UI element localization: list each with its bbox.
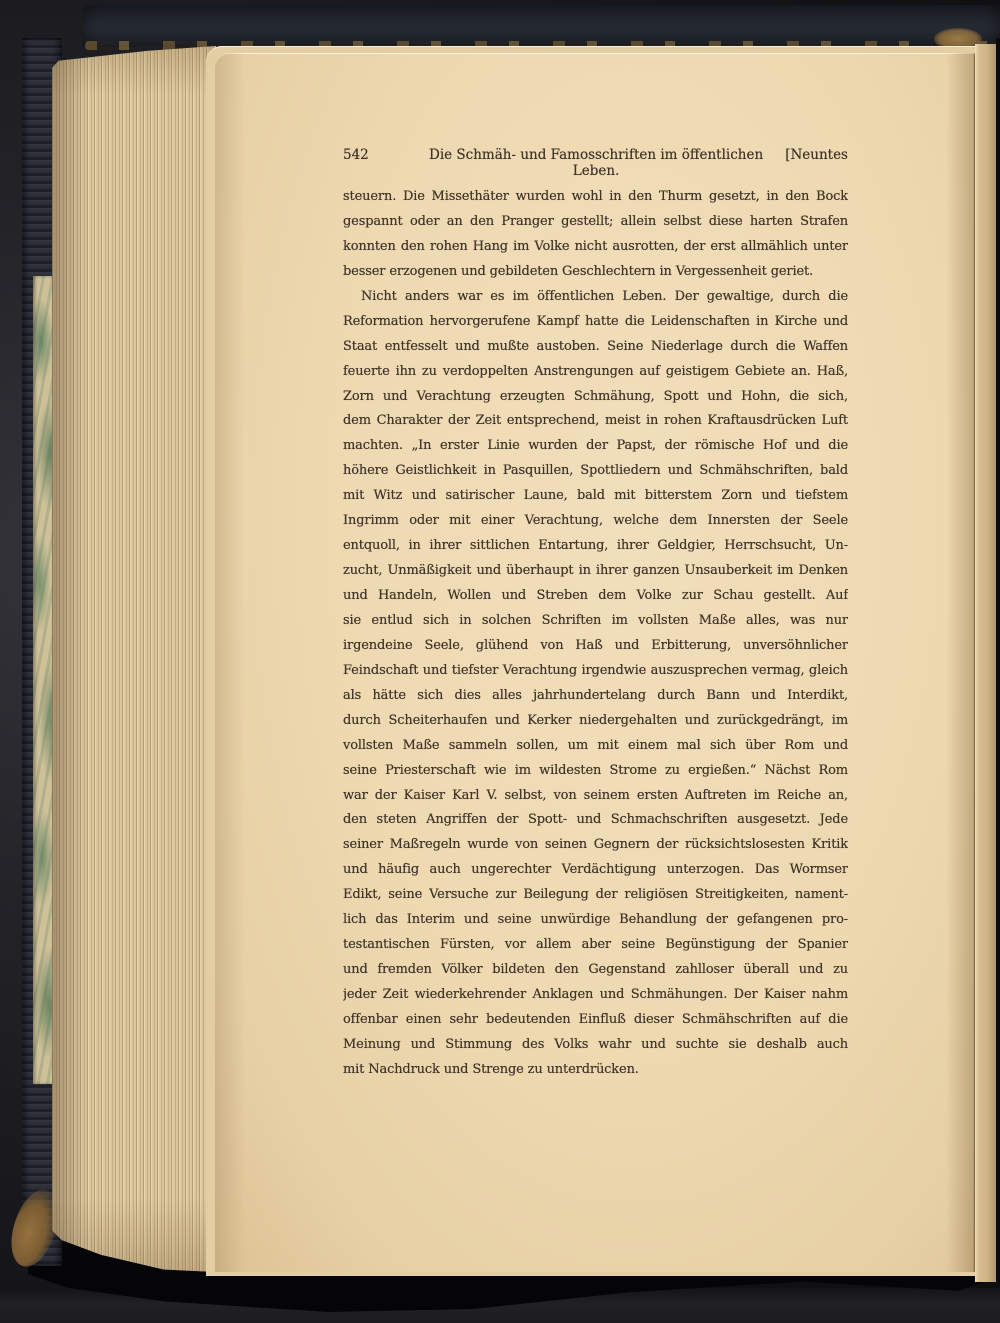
text-line: war der Kaiser Karl V. selbst, von seinem ersten Auftreten im Reiche an,	[343, 787, 848, 803]
page-fore-edge-fan	[52, 46, 216, 1272]
body-text	[343, 185, 848, 1083]
text-line: Nicht anders war es im öffentlichen Leben. Der gewaltige, durch die	[361, 288, 848, 304]
text-line: steuern. Die Missethäter wurden wohl in den Thurm gesetzt, in den Bock	[343, 189, 848, 204]
running-header	[343, 147, 848, 179]
text-line: vollsten Maße sammeln sollen, um mit einem mal sich über Rom und	[343, 737, 848, 753]
text-line: den steten Angriffen der Spott- und Schmachschriften ausgesetzt. Jede	[343, 812, 848, 828]
text-line: feuerte ihn zu verdoppelten Anstrengungen auf geistigem Gebiete an. Haß,	[343, 363, 848, 379]
text-line: besser erzogenen und gebildeten Geschlechtern in Vergessenheit geriet.	[343, 263, 814, 279]
text-line: seine Priesterschaft wie im wildesten Strome zu ergießen.“ Nächst Rom	[343, 762, 848, 778]
page-gutter	[946, 53, 975, 1272]
text-line: offenbar einen sehr bedeutenden Einfluß dieser Schmähschriften auf die	[343, 1011, 848, 1027]
text-line: mit Witz und satirischer Laune, bald mit bitterstem Zorn und tiefstem	[343, 488, 848, 504]
text-line: Zorn und Verachtung erzeugten Schmähung, Spott und Hohn, die sich,	[343, 388, 848, 404]
text-line: machten. „In erster Linie wurden der Papst, der römische Hof und die	[343, 438, 848, 454]
text-line: sie entlud sich in solchen Schriften im vollsten Maße alles, was nur	[343, 612, 848, 628]
text-line: Meinung und Stimmung des Volks wahr und suchte sie deshalb auch	[343, 1036, 848, 1052]
text-line: seiner Maßregeln wurde von seinen Gegnern der rücksichtslosesten Kritik	[343, 837, 848, 853]
text-line: entquoll, in ihrer sittlichen Entartung, ihrer Geldgier, Herrschsucht, Un-	[343, 538, 848, 554]
text-line: irgendeine Seele, glühend von Haß und Erbitterung, unversöhnlicher	[343, 637, 848, 653]
text-line: Reformation hervorgerufene Kampf hatte die Leidenschaften in Kirche und	[343, 313, 848, 329]
text-line: höhere Geistlichkeit in Pasquillen, Spottliedern und Schmähschriften, bald	[343, 463, 848, 479]
text-line: durch Scheiterhaufen und Kerker niedergehalten und zurückgedrängt, im	[343, 712, 848, 728]
paragraph	[343, 185, 848, 285]
paragraph	[343, 285, 848, 1083]
chapter-marker: [Neuntes	[785, 147, 848, 163]
text-line: Edikt, seine Versuche zur Beilegung der religiösen Streitigkeiten, nament-	[343, 887, 848, 903]
text-line: lich das Interim und seine unwürdige Behandlung der gefangenen pro-	[343, 912, 848, 928]
text-line: Ingrimm oder mit einer Verachtung, welche dem Innersten der Seele	[343, 513, 848, 529]
text-line: jeder Zeit wiederkehrender Anklagen und Schmähungen. Der Kaiser nahm	[343, 987, 848, 1002]
text-line: testantischen Fürsten, vor allem aber seine Begünstigung der Spanier	[343, 937, 848, 953]
adjacent-page-edge	[975, 44, 996, 1282]
text-line: gespannt oder an den Pranger gestellt; allein selbst diese harten Strafen	[343, 213, 848, 229]
text-line: und fremden Völker bildeten den Gegenstand zahlloser überall und zu	[343, 962, 848, 978]
text-line: dem Charakter der Zeit entsprechend, meist in rohen Kraftausdrücken Luft	[343, 413, 848, 429]
right-edge-gap	[996, 38, 1000, 1282]
text-line: Staat entfesselt und mußte austoben. Seine Niederlage durch die Waffen	[343, 338, 848, 354]
page-number: 542	[343, 147, 369, 163]
running-title: Die Schmäh- und Famosschriften im öffentlichen Leben.	[429, 147, 764, 179]
text-line: als hätte sich dies alles jahrhundertelang durch Bann und Interdikt,	[343, 687, 848, 703]
page-left-shading	[215, 53, 245, 1272]
text-line: mit Nachdruck und Strenge zu unterdrücken.	[343, 1061, 639, 1077]
text-line: konnten den rohen Hang im Volke nicht ausrotten, der erst allmählich unter	[343, 238, 848, 254]
text-line: und Handeln, Wollen und Streben dem Volke zur Schau gestellt. Auf	[343, 588, 848, 603]
text-line: Feindschaft und tiefster Verachtung irgendwie auszusprechen vermag, gleich	[343, 662, 848, 678]
text-line: und häufig auch ungerechter Verdächtigung unterzogen. Das Wormser	[343, 862, 848, 878]
text-line: zucht, Unmäßigkeit und überhaupt in ihrer ganzen Unsauberkeit im Denken	[343, 563, 848, 579]
